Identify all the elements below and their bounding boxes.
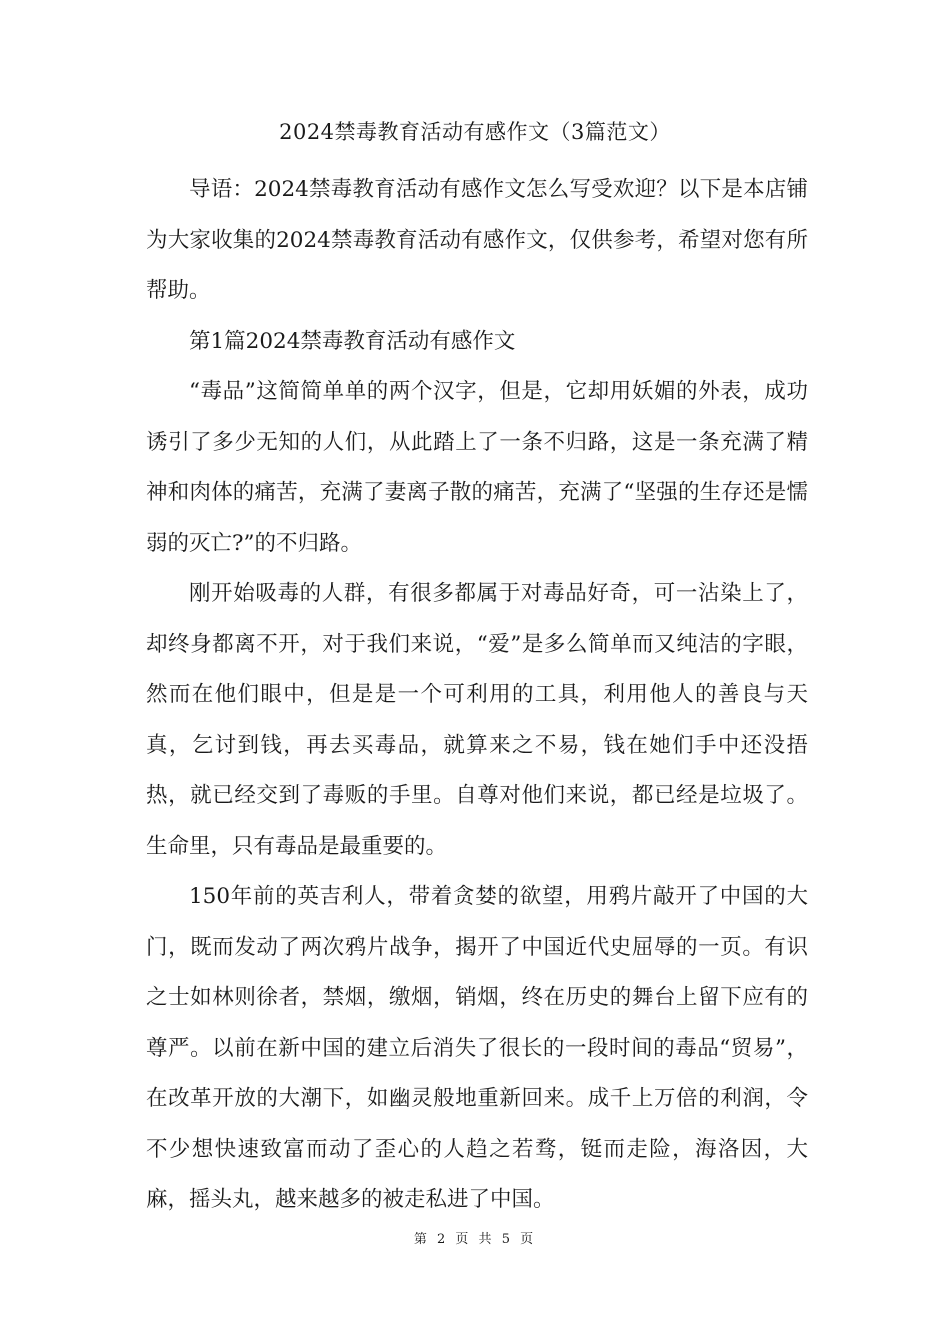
intro-paragraph: 导语：2024禁毒教育活动有感作文怎么写受欢迎？以下是本店铺为大家收集的2024禁毒教育活动有感作文，仅供参考，希望对您有所帮助。: [146, 177, 808, 303]
page-number-footer: 第 2 页 共 5 页: [413, 1232, 537, 1247]
section-heading: 第1篇2024禁毒教育活动有感作文: [189, 328, 516, 354]
body-paragraph: 刚开始吸毒的人群，有很多都属于对毒品好奇，可一沾染上了，却终身都离不开，对于我们来说，“爱”是多么简单而又纯洁的字眼，然而在他们眼中，但是是一个可利用的工具，利用他人的善良与天真，乞讨到钱，再去买毒品，就算来之不易，钱在她们手中还没捂热，就已经交到了毒贩的手里。自尊对他们来说，都已经是垃圾了。生命里，只有毒品是最重要的。: [146, 581, 808, 859]
body-paragraph: “毒品”这简简单单的两个汉字，但是，它却用妖媚的外表，成功诱引了多少无知的人们，从此踏上了一条不归路，这是一条充满了精神和肉体的痛苦，充满了妻离子散的痛苦，充满了“坚强的生存还是懦弱的灭亡?”的不归路。: [146, 379, 808, 556]
document-title: 2024禁毒教育活动有感作文（3篇范文）: [279, 120, 671, 144]
body-paragraph: 150年前的英吉利人，带着贪婪的欲望，用鸦片敲开了中国的大门，既而发动了两次鸦片战争，揭开了中国近代史屈辱的一页。有识之士如林则徐者，禁烟，缴烟，销烟，终在历史的舞台上留下应有的尊严。以前在新中国的建立后消失了很长的一段时间的毒品“贸易”，在改革开放的大潮下，如幽灵般地重新回来。成千上万倍的利润，令不少想快速致富而动了歪心的人趋之若骛，铤而走险，海洛因，大麻，摇头丸，越来越多的被走私进了中国。: [146, 884, 808, 1212]
document-body: [146, 165, 808, 1226]
